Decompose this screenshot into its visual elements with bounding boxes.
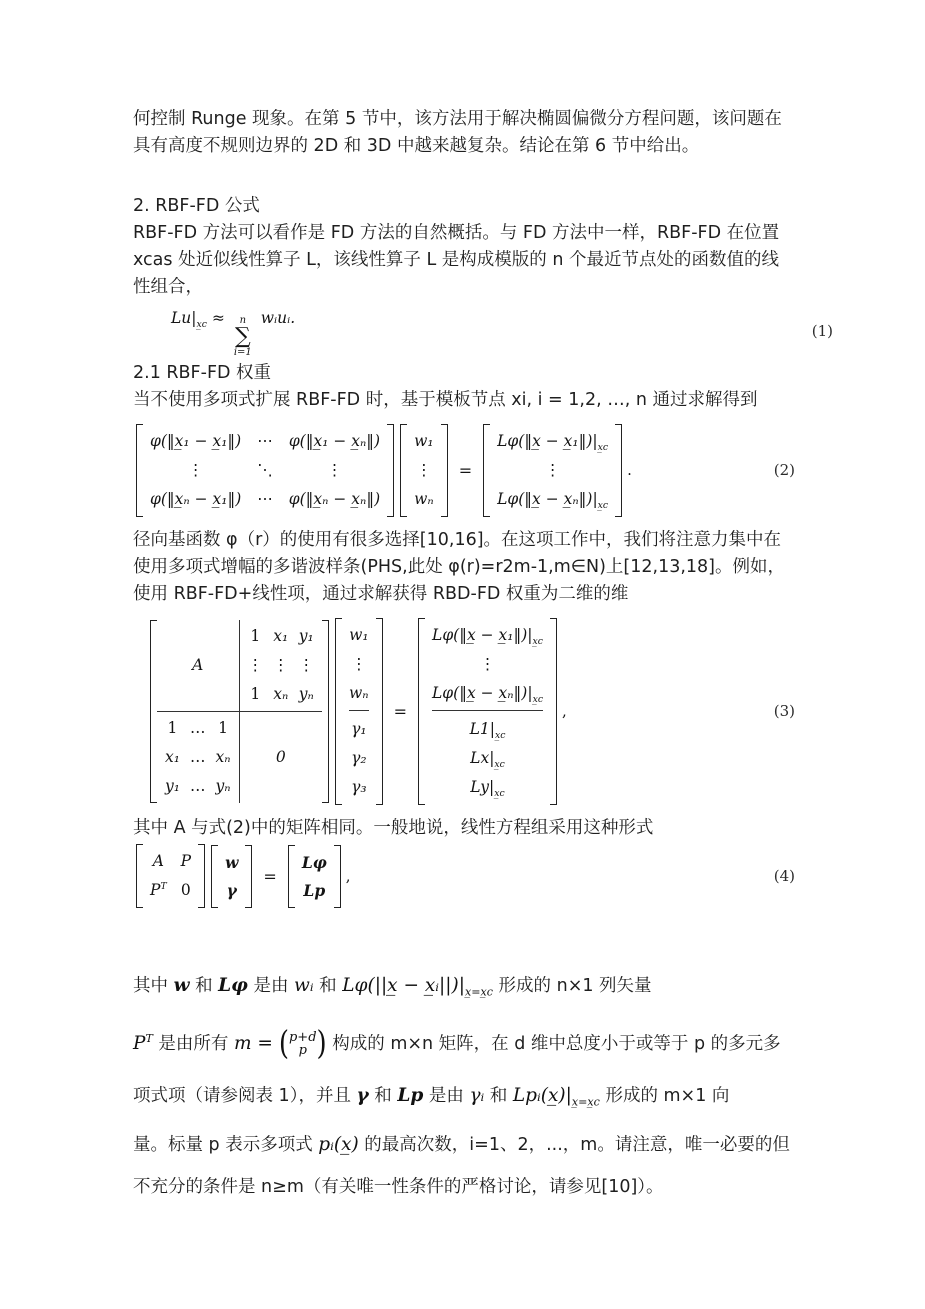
paragraph-pt-matrix: $P^T$ 是由所有 m = ( p+d p ) 构成的 m×n 矩阵，在 d 维中总度小于或等于 p 的多元多项式项（请参阅表 1），并且 γ 和 Lp 是由 γᵢ 和 $Lpᵢ(x̲)|_{x̲=x̲c}$ 形成的 m×1 向 <box>133 1025 781 1109</box>
equation-number: (4) <box>773 866 795 885</box>
paragraph-vectors: 其中 w 和 Lφ 是由 wᵢ 和 Lφ(||x̲ − $x̲ᵢ||)|_{x̲=x̲c}$ 形成的 n×1 列矢量 <box>133 975 652 999</box>
matrix-phi: φ(‖x̲₁ − x̲₁‖) ⋯ φ(‖x̲₁ − x̲ₙ‖) ⋮ ⋱ ⋮ φ(‖x̲ₙ − x̲₁‖) ⋯ φ(‖x̲ₙ − x̲ₙ‖) <box>136 424 394 517</box>
paragraph-phs: 径向基函数 φ（r）的使用有很多选择[10,16]。在这项工作中，我们将注意力集中在使用多项式增幅的多谐波样条(PHS,此处 φ(r)=r2m-1,m∈N)上[12,13,18]。例如，使用 RBF-FD+线性项，通过求解获得 RBD-FD 权重为二维的维 <box>133 530 786 604</box>
paragraph-closing: 量。标量 p 表示多项式 pᵢ(x̲) 的最高次数，i=1、2，...，m。请注意，唯一必要的但不充分的条件是 n≥m（有关唯一性条件的严格讨论，请参见[10]）。 <box>133 1134 790 1197</box>
paragraph-rbf-fd-overview: RBF-FD 方法可以看作是 FD 方法的自然概括。与 FD 方法中一样，RBF-FD 在位置 xcas 处近似线性算子 L，该线性算子 L 是构成模版的 n 个最近节点处的函数值的线性组合， <box>133 223 780 297</box>
block-matrix: A 1 x₁ y₁ ⋮ ⋮ ⋮ 1 xₙ yₙ 1 … 1 x₁ … xₙ y₁ … yₙ 0 <box>150 620 329 803</box>
inline-pix: pᵢ(x̲) <box>318 1134 359 1155</box>
equation-1 <box>133 305 833 358</box>
section-heading-2: 2. RBF-FD 公式 <box>133 196 260 216</box>
paragraph-weights: 当不使用多项式扩展 RBF-FD 时，基于模板节点 xi, i = 1,2, …, n 通过求解得到 <box>133 390 758 410</box>
equation-number: (1) <box>811 322 833 340</box>
summation-symbol: n ∑ i=1 <box>233 315 252 358</box>
inline-pt: $P^T$ <box>133 1031 153 1054</box>
vector-wgamma: w γ <box>211 845 252 908</box>
section-heading-2-1: 2.1 RBF-FD 权重 <box>133 363 272 383</box>
equation-4: A P $P^T$ 0 w γ = Lφ Lp , (4) <box>133 844 795 908</box>
inline-lp: Lp <box>397 1085 424 1106</box>
inline-lphi: Lφ <box>218 975 248 996</box>
equation-3: A 1 x₁ y₁ ⋮ ⋮ ⋮ 1 xₙ yₙ 1 … 1 x₁ … xₙ y₁ … yₙ 0 w₁ ⋮ wₙ γ₁ γ₂ γ₃ = Lφ(‖x̲ − $x̲_1‖)|_{x̲c}$ ⋮ Lφ(‖x̲ − $x̲_n‖)|_{x̲c}$ $L1|_{x̲c}$ $Lx|_{x̲c}$ $Ly|_{x̲c}$ , (3) <box>133 618 795 805</box>
paragraph-general-form: 其中 A 与式(2)中的矩阵相同。一般地说，线性方程组采用这种形式 <box>133 818 654 838</box>
vector-rhs: Lφ(‖x̲ − $x̲_1‖)|_{x̲c}$ ⋮ Lφ(‖x̲ − $x̲_n‖)|_{x̲c}$ <box>483 424 622 517</box>
document-content <box>133 106 833 1208</box>
inline-wi: wᵢ <box>294 975 314 996</box>
inline-binomial: m = ( p+d p ) <box>234 1025 327 1063</box>
inline-eval: Lφ(||x̲ − $x̲ᵢ||)|_{x̲=x̲c}$ <box>342 975 493 999</box>
inline-eval2: $Lpᵢ(x̲)|_{x̲=x̲c}$ <box>512 1085 600 1109</box>
paragraph-intro: 何控制 Runge 现象。在第 5 节中，该方法用于解决椭圆偏微分方程问题，该问题在具有高度不规则边界的 2D 和 3D 中越来越复杂。结论在第 6 节中给出。 <box>133 109 782 156</box>
equation-2: φ(‖x̲₁ − x̲₁‖) ⋯ φ(‖x̲₁ − x̲ₙ‖) ⋮ ⋱ ⋮ φ(‖x̲ₙ − x̲₁‖) ⋯ φ(‖x̲ₙ − x̲ₙ‖) w₁ ⋮ wₙ = Lφ(‖x̲ − $x̲_1‖)|_{x̲c}$ ⋮ Lφ(‖x̲ − $x̲_n‖)|_{x̲c}$ . (2) <box>133 424 795 517</box>
vector-rhs3: Lφ(‖x̲ − $x̲_1‖)|_{x̲c}$ ⋮ Lφ(‖x̲ − $x̲_n‖)|_{x̲c}$ $L1|_{x̲c}$ $Lx|_{x̲c}$ $Ly|_{x̲c}$ <box>418 618 557 805</box>
matrix-ap: A P $P^T$ 0 <box>136 844 205 908</box>
equation-1-body: $Lu|_{x̲c}$ ≈ n ∑ i=1 wᵢuᵢ. <box>171 309 296 358</box>
matrix-cell: φ(‖x̲₁ − x̲₁‖) <box>150 432 242 450</box>
vector-w-gamma: w₁ ⋮ wₙ γ₁ γ₂ γ₃ <box>335 618 383 805</box>
inline-w: w <box>173 975 190 996</box>
inline-gammai: γᵢ <box>469 1085 485 1106</box>
equation-number: (2) <box>773 461 795 479</box>
vector-lphi-lp: Lφ Lp <box>288 845 341 908</box>
inline-gamma: γ <box>356 1085 369 1106</box>
vector-w: w₁ ⋮ wₙ <box>400 424 448 517</box>
equation-number: (3) <box>773 702 795 720</box>
